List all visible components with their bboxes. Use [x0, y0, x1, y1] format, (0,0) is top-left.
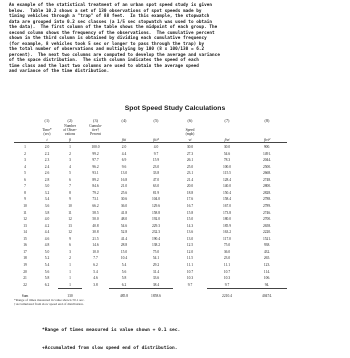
table-cell: 3.8: [44, 210, 50, 215]
table-cell: 3: [69, 249, 71, 254]
table-cell: 6: [69, 177, 71, 182]
col-numbers-cell: (7): [224, 118, 230, 123]
column-header-row: [14, 124, 287, 137]
table-cell: 129.6: [151, 204, 161, 209]
table-cell: 432.: [263, 249, 271, 254]
table-cell: 1: [24, 145, 26, 150]
table-cell: 10.7: [223, 269, 231, 274]
table-cell: 81.9: [152, 190, 160, 195]
table-cell: 163.2: [222, 230, 232, 235]
table-cell: 29.2: [152, 262, 160, 267]
table-cell: 232.3: [151, 230, 161, 235]
table-cell: 10.3: [186, 276, 194, 281]
table-cell: 2044.: [262, 158, 272, 163]
table-cell: 30.0: [223, 145, 231, 150]
intro-line: of the space distribution. The sixth column indicates the speed of each: [9, 58, 199, 63]
table-cell: 30.6: [120, 197, 128, 202]
table-cell: 2828.: [262, 190, 272, 195]
intro-line: percent). The next two columns are computed to develop the average and variance: [9, 52, 220, 58]
table-cell: 173.8: [222, 210, 232, 215]
table-cell: 3.8: [93, 282, 98, 287]
col-symbols-cell: fiti: [121, 136, 127, 142]
table-cell: 9: [24, 197, 26, 202]
intro-line: the total number of observations and multiplying by 100 (8 x 100/130 = 6.2: [9, 47, 205, 52]
table-cell: 75.0: [152, 249, 160, 254]
intro-line: second column shows the frequency of the observations. The cumulative percent: [9, 30, 215, 36]
table-cell: 11.1: [186, 262, 194, 267]
col-symbols-cell: fiti²: [153, 136, 159, 142]
intro-line: timing vehicles through a "trap" of 88 feet. In this example, the stopwatch: [9, 14, 210, 19]
table-cell: 8: [24, 190, 26, 195]
table-cell: 6.2: [93, 262, 98, 267]
table-cell: 63.0: [152, 184, 160, 189]
col-headers-cell: Speed (mph): [185, 128, 195, 137]
table-cell: 1: [69, 262, 71, 267]
sum-cell: 1858.6: [151, 294, 161, 299]
col-numbers-cell: (4): [121, 118, 127, 123]
table-cell: 14: [23, 230, 27, 235]
table-cell: 38.4: [152, 282, 160, 287]
table-cell: 3.2: [44, 190, 50, 195]
table-cell: 89.2: [92, 177, 99, 182]
col-headers-cell: [247, 124, 287, 137]
table-cell: 23.0: [152, 164, 160, 169]
table-cell: 4.8: [44, 243, 50, 248]
table-cell: 900.: [263, 145, 271, 150]
table-cell: 115.5: [223, 171, 231, 176]
table-cell: 5: [24, 171, 26, 176]
table-cell: 13: [68, 223, 72, 228]
intro-line: (for example, 8 vehicles took 5 sec or longer to pass through the trap) by: [9, 41, 205, 47]
table-cell: 2658.: [262, 223, 272, 228]
table-cell: 5.8: [121, 276, 127, 281]
col-numbers-cell: (5): [153, 118, 159, 123]
col-headers-cell: Cumula- tive† Percent: [89, 124, 102, 137]
table-cell: 73.1: [92, 197, 99, 202]
table-cell: 50.0: [92, 217, 99, 222]
table-cell: 30.0: [186, 145, 194, 150]
table-note: †Accumulated from slow speed end of distribution.: [14, 302, 84, 306]
table-cell: 18: [23, 256, 27, 261]
table-cell: 5.6: [44, 269, 50, 274]
table-cell: 12: [68, 230, 72, 235]
table-cell: 78.3: [223, 158, 231, 163]
intro-line: and variance of the time distribution.: [9, 69, 110, 74]
table-cell: 2700.: [262, 217, 272, 222]
table-cell: 75.0: [223, 243, 231, 248]
table-cell: 2.3: [44, 158, 50, 163]
col-numbers-cell: (2): [67, 118, 73, 123]
table-cell: 158.4: [222, 197, 232, 202]
table-cell: 15.9: [152, 158, 160, 163]
intro-line: the data). The first column of the table shows the midpoint of each group. The: [9, 25, 218, 30]
table-cell: 26.1: [186, 158, 194, 163]
table-cell: 17.6: [186, 197, 194, 202]
col-headers-cell: [139, 124, 173, 137]
table-cell: 15.0: [120, 249, 128, 254]
table-cell: 11.1: [223, 262, 231, 267]
table-cell: 13.0: [186, 236, 194, 241]
table-cell: 2220.: [262, 230, 272, 235]
table-cell: 1: [69, 145, 71, 150]
table-cell: 54.6: [120, 223, 128, 228]
table-cell: 30.8: [92, 230, 99, 235]
table-cell: 5.4: [44, 262, 50, 267]
table-cell: 106.: [263, 276, 271, 281]
table-cell: 47.0: [152, 177, 160, 182]
col-numbers-cell: (8): [264, 118, 270, 123]
table-cell: 2746.: [262, 210, 272, 215]
table-cell: 25.0: [186, 164, 194, 169]
table-cell: 4.0: [153, 145, 159, 150]
table-cell: 180.0: [222, 217, 232, 222]
table-cell: 21.0: [120, 184, 128, 189]
table-cell: 79.2: [92, 190, 99, 195]
col-symbols-cell: fi: [68, 136, 72, 142]
table-cell: 54.6: [223, 151, 231, 156]
table-cell: 140.0: [222, 184, 232, 189]
table-cell: 14.6: [92, 243, 99, 248]
table-cell: 150.4: [222, 190, 232, 195]
table-cell: 19: [23, 262, 27, 267]
table-cell: 3: [69, 158, 71, 163]
table-cell: 11: [23, 210, 27, 215]
col-symbols-cell: fivi²: [263, 136, 271, 142]
table-cell: 2800.: [262, 184, 272, 189]
table-cell: 190.4: [151, 236, 161, 241]
table-cell: 9: [69, 197, 71, 202]
table-cell: 1491.: [262, 151, 272, 156]
table-cell: 4.4: [121, 151, 127, 156]
table-cell: 138.2: [151, 243, 161, 248]
table-cell: 33.6: [152, 276, 160, 281]
table-cell: 192.0: [151, 217, 161, 222]
footnote-accumulated: +Accumulated from slow speed end of distribution.: [42, 346, 178, 351]
table-cell: 4.6: [44, 236, 50, 241]
table-cell: 12.5: [186, 243, 194, 248]
table-cell: 5.4: [121, 262, 127, 267]
table-cell: 123.: [263, 262, 271, 267]
table-cell: 31.4: [152, 269, 160, 274]
col-headers-cell: Time* (sec): [42, 128, 52, 137]
col-symbols-cell: vi: [188, 136, 192, 142]
table-cell: 15.0: [186, 217, 194, 222]
table-cell: 94.: [264, 282, 270, 287]
table-cell: 10: [23, 204, 27, 209]
table-cell: 17: [23, 249, 27, 254]
table-cell: 28.8: [120, 243, 128, 248]
table-cell: 938.: [263, 243, 271, 248]
sum-cell: 485.8: [119, 294, 129, 299]
table-cell: 1: [69, 282, 71, 287]
table-cell: 2668.: [262, 171, 272, 176]
table-cell: 96.2: [92, 164, 99, 169]
table-cell: 93.1: [92, 171, 99, 176]
table-row: [14, 282, 287, 289]
table-cell: 6.2: [44, 282, 50, 287]
table-cell: 27.3: [186, 151, 194, 156]
sum-cell: [82, 290, 109, 299]
sum-cell: [173, 290, 207, 299]
table-title: Spot Speed Study Calculations: [124, 105, 226, 112]
table-cell: 12: [23, 217, 27, 222]
table-cell: 99.2: [92, 151, 99, 156]
table-cell: 66.2: [92, 204, 99, 209]
table-cell: 114.: [263, 269, 271, 274]
col-headers-cell: [109, 124, 139, 137]
table-cell: 100.0: [222, 164, 232, 169]
table-cell: 10: [68, 204, 72, 209]
table-cell: 16.8: [120, 177, 128, 182]
table-cell: 4: [24, 164, 26, 169]
table-cell: 10.0: [92, 249, 99, 254]
table-cell: 84.6: [92, 184, 99, 189]
table-cell: 5.8: [44, 276, 50, 281]
table-cell: 25.6: [120, 190, 128, 195]
table-cell: 13.0: [120, 171, 128, 176]
table-cell: 15.8: [186, 210, 194, 215]
table-cell: 5.0: [44, 249, 50, 254]
table-cell: 185.9: [222, 223, 232, 228]
table-cell: 54.1: [152, 256, 160, 261]
table-cell: 6: [69, 243, 71, 248]
sum-cell: 2210.4: [222, 294, 232, 299]
table-cell: 2748.: [262, 177, 272, 182]
table-cell: 100.0: [91, 145, 100, 150]
table-cell: 2: [24, 151, 26, 156]
table-cell: 10.7: [186, 269, 194, 274]
spot-speed-table: [14, 118, 287, 299]
table-cell: 1: [69, 269, 71, 274]
table-cell: 23.1: [186, 171, 194, 176]
table-cell: 21.4: [186, 177, 194, 182]
table-cell: 97.7: [92, 158, 99, 163]
table-cell: 6.9: [121, 158, 127, 163]
table-cell: 4: [69, 164, 71, 169]
table-cell: 2.8: [44, 177, 50, 182]
table-cell: 9.6: [121, 164, 127, 169]
table-cell: 7: [69, 184, 71, 189]
intro-line: data are grouped into 0.2 sec classes (a 1/5 sec stopwatch was used to obtain: [9, 19, 213, 25]
table-cell: 104.0: [151, 197, 161, 202]
table-cell: 16: [23, 243, 27, 248]
table-cell: 20: [23, 269, 27, 274]
table-cell: 22: [23, 282, 27, 287]
table-cell: 5.4: [93, 269, 98, 274]
col-symbols-cell: fivi: [224, 136, 230, 142]
table-notes: [14, 298, 84, 306]
sum-cell: Sum: [21, 294, 29, 299]
table-cell: 6: [24, 177, 26, 182]
table-cell: 2789.: [262, 204, 272, 209]
table-cell: 3.0: [44, 184, 50, 189]
table-cell: 9.7: [187, 282, 193, 287]
col-headers-cell: [14, 124, 36, 137]
table-cell: 167.0: [222, 204, 232, 209]
table-note: *Range of times measured in value shown ±0.1 sec.: [14, 298, 85, 302]
table-cell: 21.5: [92, 236, 99, 241]
table-cell: 5: [69, 171, 71, 176]
table-cell: 21: [23, 276, 27, 281]
footnotes: [42, 316, 180, 358]
table-cell: 1521.: [262, 236, 272, 241]
table-cell: 41.8: [120, 210, 128, 215]
intro-line: shown in the third column is obtained by dividing each cumulative frequency: [9, 36, 207, 41]
table-cell: 52.8: [120, 230, 128, 235]
table-cell: 128.4: [222, 177, 232, 182]
col-symbols-cell: t: [46, 136, 48, 142]
table-cell: 3.6: [44, 204, 50, 209]
table-cell: 58.5: [92, 210, 99, 215]
table-cell: 36.0: [120, 204, 128, 209]
table-cell: 13: [23, 223, 27, 228]
table-cell: 4.4: [44, 230, 50, 235]
table-cell: 18.8: [186, 190, 194, 195]
table-cell: 12.0: [186, 249, 194, 254]
table-cell: 2500.: [262, 164, 272, 169]
table-cell: 10.4: [120, 256, 128, 261]
table-cell: 7: [24, 184, 26, 189]
table-cell: 16.7: [186, 204, 194, 209]
col-numbers-cell: (1): [44, 118, 50, 123]
table-cell: 33.8: [152, 171, 160, 176]
table-cell: 12: [68, 217, 72, 222]
table-cell: 48.0: [120, 217, 128, 222]
table-cell: 23.0: [223, 256, 231, 261]
col-numbers-cell: (6): [187, 118, 193, 123]
table-cell: 1: [69, 276, 71, 281]
table-cell: 3.4: [44, 197, 50, 202]
table-cell: 10.3: [223, 276, 231, 281]
table-cell: 2: [69, 151, 71, 156]
table-cell: 9.7: [153, 151, 159, 156]
table-cell: 2.2: [44, 151, 50, 156]
table-cell: 2.6: [44, 171, 50, 176]
table-cell: 4.6: [93, 276, 98, 281]
table-cell: 40.8: [92, 223, 99, 228]
table-cell: 158.8: [151, 210, 161, 215]
table-cell: 2.0: [121, 145, 127, 150]
table-cell: 8: [69, 190, 71, 195]
table-cell: 41.4: [120, 236, 128, 241]
table-cell: 14.3: [186, 223, 194, 228]
table-cell: 2788.: [262, 197, 272, 202]
table-cell: 9.7: [224, 282, 230, 287]
table-cell: 6.2: [121, 282, 127, 287]
table-cell: 265.: [263, 256, 271, 261]
table-cell: 5.6: [121, 269, 127, 274]
col-headers-cell: [207, 124, 247, 137]
table-cell: 2.0: [44, 145, 50, 150]
table-cell: 20.0: [186, 184, 194, 189]
table-cell: 15: [23, 236, 27, 241]
table-cell: 117.0: [223, 236, 231, 241]
intro-line: time class and the last two columns are used to obtain the average speed: [9, 63, 199, 69]
table-cell: 11: [68, 210, 72, 215]
intro-paragraph: [9, 3, 345, 75]
table-cell: 3: [24, 158, 26, 163]
sum-cell: 40474.: [262, 294, 272, 299]
table-cell: 4.0: [44, 217, 50, 222]
intro-line: An example of the statistical treatment of an urban spot speed study is given: [9, 3, 213, 8]
table-cell: 2: [69, 256, 71, 261]
table-cell: 9: [69, 236, 71, 241]
table-cell: 5.2: [44, 256, 50, 261]
table-cell: 7.7: [93, 256, 98, 261]
intro-line: below. Table 10.2 shows a set of 130 observations of spot speeds made by: [9, 8, 202, 14]
col-numbers-cell: (3): [93, 118, 98, 123]
col-headers-cell: Number of Obser- vations: [63, 124, 77, 137]
table-cell: 11.5: [186, 256, 194, 261]
table-cell: 229.3: [151, 223, 161, 228]
footnote-range: *Range of times measured is value shown + 0.1 sec.: [42, 328, 181, 333]
table-cell: 36.0: [223, 249, 231, 254]
sum-cell: 130: [67, 294, 73, 299]
table-cell: 13.6: [186, 230, 194, 235]
table-cell: 4.2: [44, 223, 50, 228]
table-cell: 2.4: [44, 164, 50, 169]
